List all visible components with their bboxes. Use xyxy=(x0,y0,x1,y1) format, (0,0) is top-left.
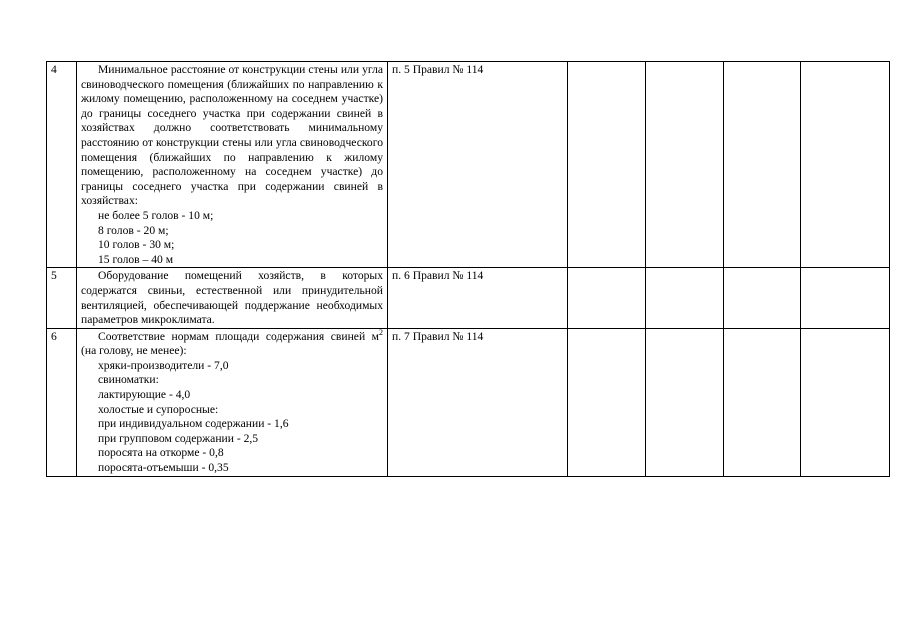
list-item: не более 5 голов - 10 м; xyxy=(98,208,214,222)
list-item: лактирующие - 4,0 xyxy=(98,388,191,402)
row-number: 5 xyxy=(47,268,77,328)
list-item: свиноматки: xyxy=(98,373,159,387)
requirement-text: Минимальное расстояние от конструкции стены или угла свиноводческого помещения (ближайших по направлению к жилому помещению, расположенному на соседнем участке) до границы соседнего участка при содержании свиней в хозяйствах должно соответствовать минимальному расстоянию от конструкции стены или угла свиноводческого помещения (ближайших по направлению к жилому помещению, расположенному на соседнем участке) до границы соседнего участка при содержании свиней в хозяйствах: xyxy=(81,63,383,208)
table-row xyxy=(47,328,890,476)
list-item: поросята на откорме - 0,8 xyxy=(98,446,224,460)
list-item: при индивидуальном содержании - 1,6 xyxy=(98,417,289,431)
legal-reference: п. 6 Правил № 114 xyxy=(388,268,568,328)
legal-reference: п. 5 Правил № 114 xyxy=(388,62,568,268)
requirements-table xyxy=(46,61,890,477)
empty-cell xyxy=(568,268,646,328)
empty-cell xyxy=(646,268,724,328)
empty-cell xyxy=(646,62,724,268)
superscript-exponent: 2 xyxy=(379,327,383,337)
empty-cell xyxy=(801,62,890,268)
list-item: 8 голов - 20 м; xyxy=(98,223,169,237)
requirement-description xyxy=(77,268,388,328)
empty-cell xyxy=(801,268,890,328)
list-item: 15 голов – 40 м xyxy=(98,252,174,266)
list-item: поросята-отъемыши - 0,35 xyxy=(98,461,229,475)
requirement-text xyxy=(81,327,383,359)
empty-cell xyxy=(568,328,646,476)
row-number: 4 xyxy=(47,62,77,268)
empty-cell xyxy=(801,328,890,476)
requirement-description xyxy=(77,62,388,268)
empty-cell xyxy=(724,328,801,476)
list-item: 10 голов - 30 м; xyxy=(98,238,175,252)
row-number: 6 xyxy=(47,328,77,476)
table-row xyxy=(47,268,890,328)
list-item: холостые и супоросные: xyxy=(98,402,219,416)
empty-cell xyxy=(568,62,646,268)
list-item: при групповом содержании - 2,5 xyxy=(98,431,259,445)
legal-reference: п. 7 Правил № 114 xyxy=(388,328,568,476)
table-row xyxy=(47,62,890,268)
requirement-lead: Соответствие нормам площади содержания свиней м xyxy=(98,329,379,343)
empty-cell xyxy=(724,62,801,268)
empty-cell xyxy=(646,328,724,476)
empty-cell xyxy=(724,268,801,328)
requirement-text: Оборудование помещений хозяйств, в которых содержатся свиньи, естественной или принудительной вентиляцией, обеспечивающей поддержание необходимых параметров микроклимата. xyxy=(81,269,383,327)
requirement-description xyxy=(77,328,388,476)
list-item: хряки-производители - 7,0 xyxy=(98,358,229,372)
requirement-lead-tail: (на голову, не менее): xyxy=(81,344,187,358)
